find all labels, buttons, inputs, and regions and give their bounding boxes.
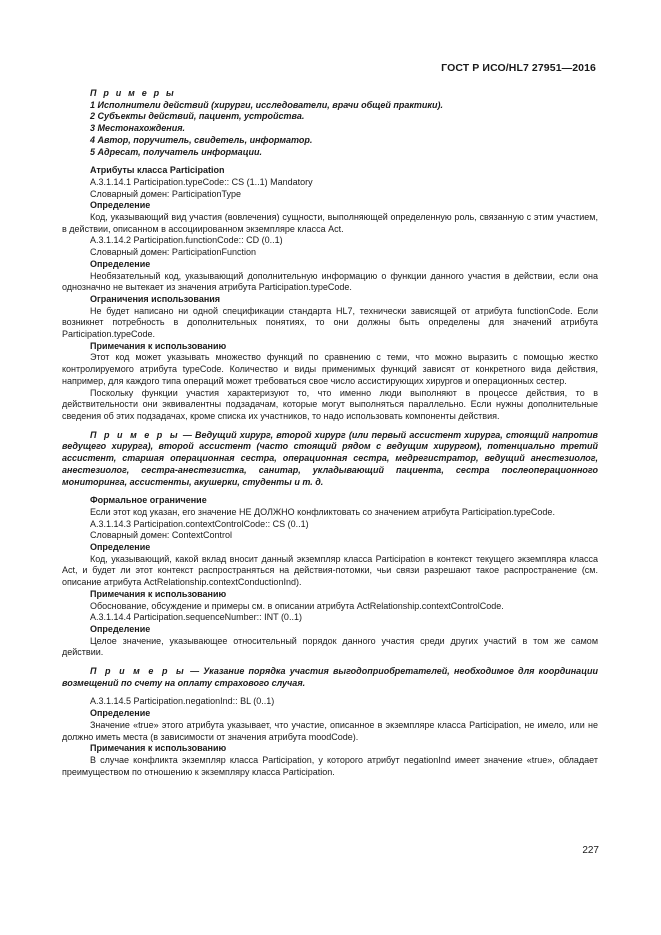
- definition-heading: Определение: [90, 623, 151, 634]
- example-text: — Указание порядка участия выгодоприобретателей, необходимое для координации возмещений по счету на оплату страхового случая.: [62, 666, 599, 688]
- examples-label: П р и м е р ы: [90, 429, 180, 440]
- definition-text: Код, указывающий вид участия (вовлечения) сущности, выполняющей определенную роль, связанную с этим участием, в действии, описанном в ассоциированном экземпляре класса Act.: [62, 212, 598, 234]
- domain-functioncode: Словарный домен: ParticipationFunction: [90, 247, 256, 258]
- notes-heading: Примечания к использованию: [90, 340, 227, 351]
- definition-text: Целое значение, указывающее относительный порядок данного участия среди других участий в том же самом действии.: [62, 635, 598, 658]
- notes-text: Обоснование, обсуждение и примеры см. в описании атрибута ActRelationship.contextControlCode.: [90, 600, 504, 611]
- attr-sequencenumber: A.3.1.14.4 Participation.sequenceNumber:: INT (0..1): [90, 612, 302, 623]
- page-number: 227: [582, 845, 599, 856]
- attr-functioncode: A.3.1.14.2 Participation.functionCode:: CD (0..1): [90, 235, 283, 246]
- notes-text: Поскольку функции участия характеризуют то, что именно люди выполняют в процессе действия, то в действительности они эквивалентны подзадачам, которые могут выполняться параллельно. Если нужны дополнительные сведения об этих подзадачах, кроме списка их участников, то надо использовать компоненты действия.: [62, 387, 598, 421]
- definition-text: Значение «true» этого атрибута указывает, что участие, описанное в экземпляре класса Participation, не имело, или не должно иметь места (в зависимости от значения атрибута moodCode).: [62, 719, 598, 742]
- definition-heading: Определение: [90, 708, 151, 719]
- definition-text: Необязательный код, указывающий дополнительную информацию о функции данного участия в действии, если она однозначно не вытекает из значения атрибута Participation.typeCode.: [62, 270, 598, 293]
- example-item-2: 2 Субъекты действий, пациент, устройства.: [90, 111, 305, 122]
- notes-text: Этот код может указывать множество функций по сравнению с теми, что можно выразить с помощью жестко контролируемого атрибута typeCode. Количество и виды применимых функций зависят от конкретного вида действия, например, для каждого типа операций может требоваться свое число ассистирующих хирургов и операционных сестер.: [62, 352, 598, 386]
- notes-text: В случае конфликта экземпляр класса Participation, у которого атрибут negationInd имеет значение «true», обладает преимуществом по отношению к экземпляру класса Participation.: [62, 754, 598, 777]
- domain-contextcontrol: Словарный домен: ContextControl: [90, 530, 232, 541]
- formal-constraint-text: Если этот код указан, его значение НЕ ДОЛЖНО конфликтовать со значением атрибута Participation.typeCode.: [90, 506, 555, 517]
- examples-label: П р и м е р ы: [90, 666, 186, 677]
- attr-typecode: A.3.1.14.1 Participation.typeCode:: CS (1..1) Mandatory: [90, 176, 313, 187]
- notes-heading: Примечания к использованию: [90, 743, 227, 754]
- example-item-3: 3 Местонахождения.: [90, 123, 186, 134]
- standard-header: ГОСТ Р ИСО/HL7 27951—2016: [441, 62, 596, 74]
- limits-heading: Ограничения использования: [90, 293, 221, 304]
- definition-heading: Определение: [90, 200, 151, 211]
- attr-negationind: A.3.1.14.5 Participation.negationInd:: BL (0..1): [90, 696, 275, 707]
- example-text: — Ведущий хирург, второй хирург (или первый ассистент хирурга, стоящий напротив ведущего хирурга), второй ассистент (часто стоящий рядом с ведущим хирургом), потенциально третий ассистент, старшая операционная сестра, операционная сестра, медрегистратор, ведущий анестезиолог, анестезиолог, сестра-анестезистка, санитар, укладывающий пациента, сестра послеоперационного мониторинга, ассистенты, акушерки, студенты и т. д.: [62, 429, 598, 487]
- examples-label: П р и м е р ы: [90, 88, 176, 98]
- attr-contextcontrolcode: A.3.1.14.3 Participation.contextControlCode:: CS (0..1): [90, 518, 309, 529]
- limits-text: Не будет написано ни одной спецификации стандарта HL7, технически зависящей от атрибута functionCode. Если возникнет потребность в дополнительных понятиях, то они должны быть определены для значений атрибута Participation.typeCode.: [62, 305, 598, 340]
- definition-text: Код, указывающий, какой вклад вносит данный экземпляр класса Participation в контекст текущего экземпляра класса Act, и будет ли этот контекст распространяться на действия-потомки, чьи связи разрешают такое распространение (см. описание атрибута ActRelationship.contextConductionInd).: [62, 553, 598, 588]
- domain-typecode: Словарный домен: ParticipationType: [90, 188, 241, 199]
- example-item-1: 1 Исполнители действий (хирурги, исследователи, врачи общей практики).: [90, 99, 443, 110]
- definition-heading: Определение: [90, 542, 151, 553]
- example-paragraph: [62, 666, 598, 689]
- notes-heading: Примечания к использованию: [90, 588, 227, 599]
- formal-constraint-heading: Формальное ограничение: [90, 495, 207, 506]
- definition-heading: Определение: [90, 258, 151, 269]
- section-title: Атрибуты класса Participation: [90, 165, 225, 176]
- example-paragraph: [62, 430, 598, 489]
- page-body: [62, 88, 598, 778]
- example-item-4: 4 Автор, поручитель, свидетель, информатор.: [90, 134, 313, 145]
- example-item-5: 5 Адресат, получатель информации.: [90, 146, 262, 157]
